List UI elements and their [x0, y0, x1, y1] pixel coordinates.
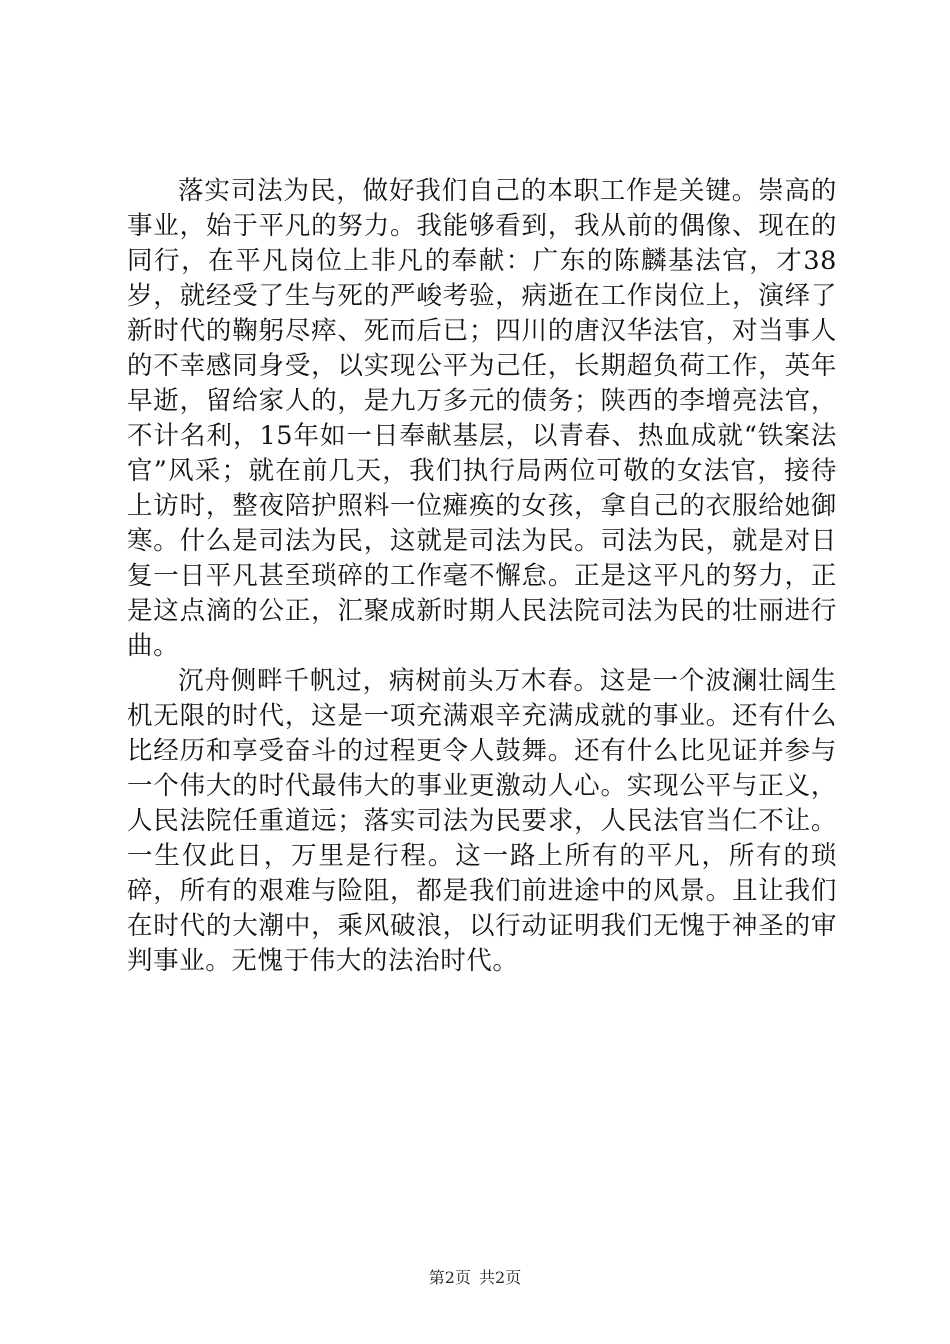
page-number-footer: 第2页 共2页: [428, 1268, 522, 1287]
paragraph: 落实司法为民，做好我们自己的本职工作是关键。崇高的事业，始于平凡的努力。我能够看到，我从前的偶像、现在的同行，在平凡岗位上非凡的奉献：广东的陈麟基法官，才38岁，就经受了生与死的严峻考验，病逝在工作岗位上，演绎了新时代的鞠躬尽瘁、死而后已；四川的唐汉华法官，对当事人的不幸感同身受，以实现公平为己任，长期超负荷工作，英年早逝，留给家人的，是九万多元的债务；陕西的李增亮法官，不计名利，15年如一日奉献基层，以青春、热血成就“铁案法官”风采；就在前几天，我们执行局两位可敬的女法官，接待上访时，整夜陪护照料一位瘫痪的女孩，拿自己的衣服给她御寒。什么是司法为民，这就是司法为民。司法为民，就是对日复一日平凡甚至琐碎的工作毫不懈怠。正是这平凡的努力，正是这点滴的公正，汇聚成新时期人民法院司法为民的壮丽进行曲。: [127, 176, 837, 661]
document-body: [127, 174, 837, 979]
paragraph: 沉舟侧畔千帆过，病树前头万木春。这是一个波澜壮阔生机无限的时代，这是一项充满艰辛充满成就的事业。还有什么比经历和享受奋斗的过程更令人鼓舞。还有什么比见证并参与一个伟大的时代最伟大的事业更激动人心。实现公平与正义，人民法院任重道远；落实司法为民要求，人民法官当仁不让。一生仅此日，万里是行程。这一路上所有的平凡，所有的琐碎，所有的艰难与险阻，都是我们前进途中的风景。且让我们在时代的大潮中，乘风破浪，以行动证明我们无愧于神圣的审判事业。无愧于伟大的法治时代。: [127, 666, 837, 976]
